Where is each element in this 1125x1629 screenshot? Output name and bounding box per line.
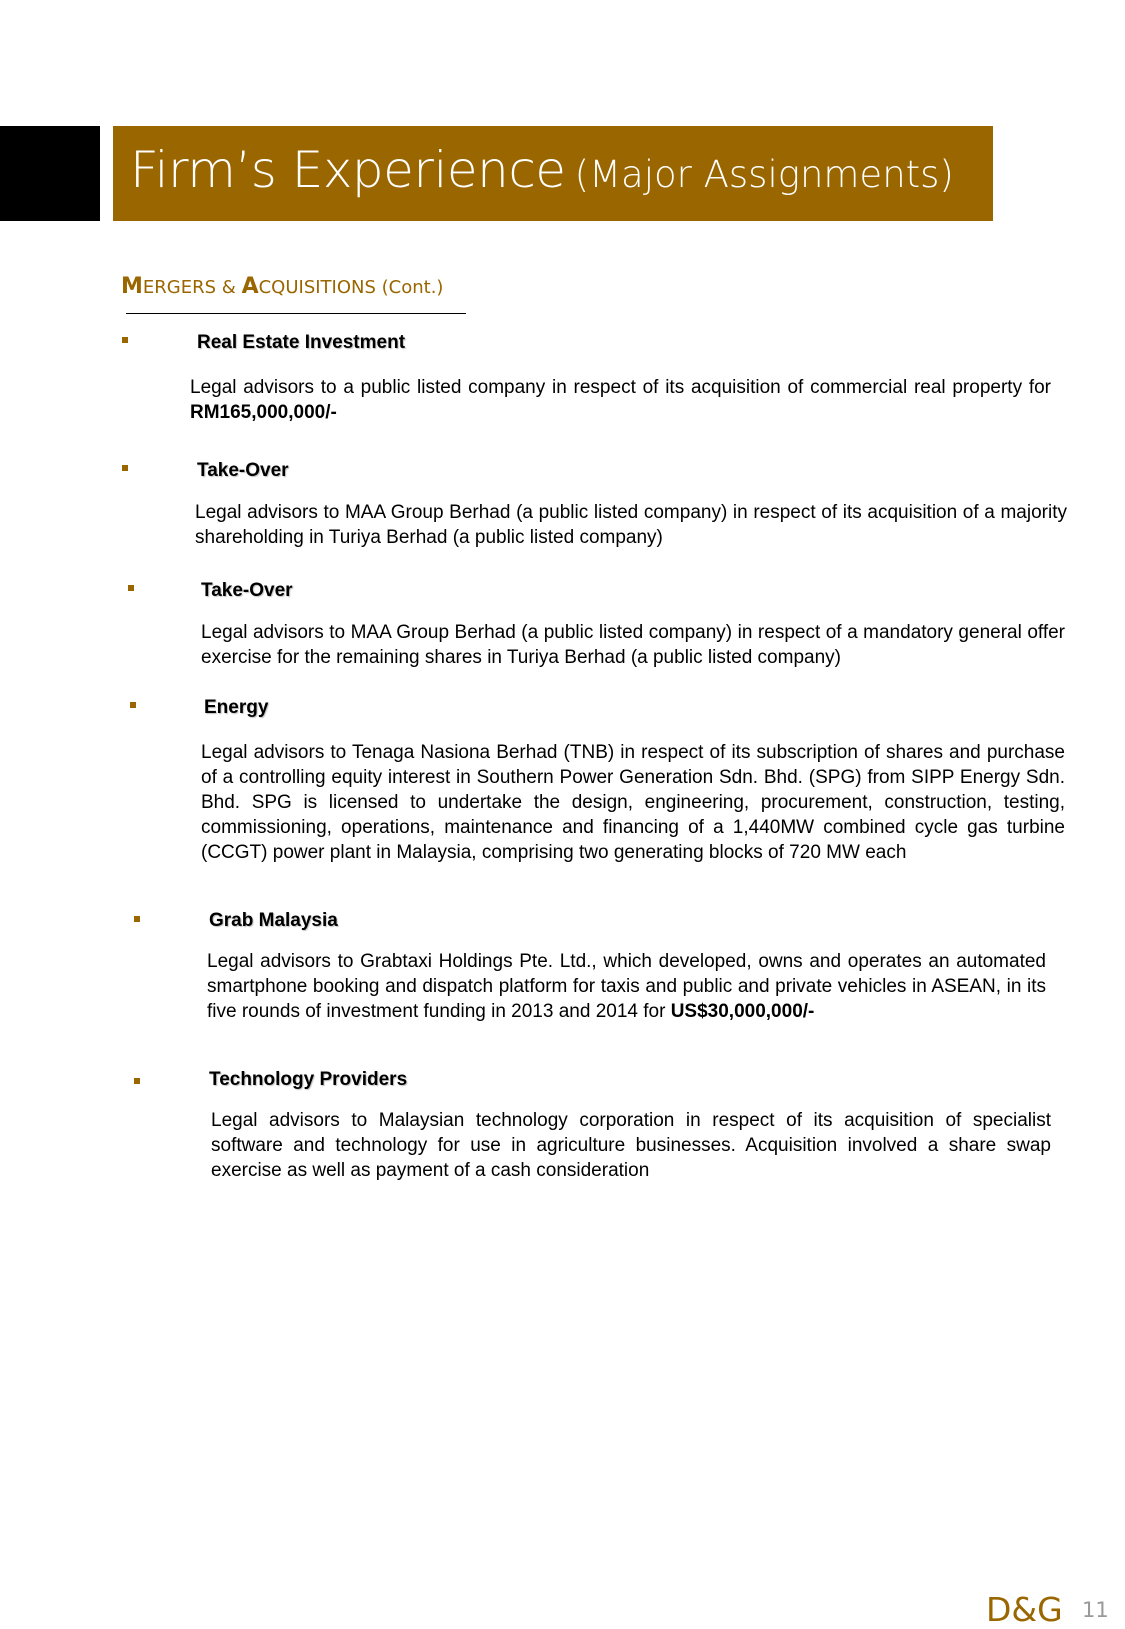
bullet-icon — [130, 702, 136, 708]
section-underline — [126, 313, 466, 314]
item-desc-take-over: Legal advisors to MAA Group Berhad (a public listed company) in respect of its acquisition of a majority shareholding in Turiya Berhad (a public listed company) — [195, 502, 1067, 548]
item-desc-grab-malaysia: Legal advisors to Grabtaxi Holdings Pte. Ltd., which developed, owns and operates an automated smartphone booking and dispatch platform for taxis and public and private vehicles in ASEAN, in its five rounds of investment funding in 2013 and 2014 for US$30,000,000/- — [207, 951, 1046, 1022]
page-title — [130, 141, 954, 199]
item-desc-technology-providers: Legal advisors to Malaysian technology corporation in respect of its acquisition of specialist software and technology for use in agriculture businesses. Acquisition involved a share swap exercise as well as payment of a cash consideration — [211, 1110, 1051, 1181]
item-title-take-over-2: Take-Over — [201, 580, 293, 601]
bullet-icon — [122, 337, 128, 343]
dg-logo: D&G — [986, 1590, 1063, 1629]
bullet-icon — [134, 916, 140, 922]
item-title-technology-providers: Technology Providers — [209, 1069, 408, 1090]
item-desc-take-over-2: Legal advisors to MAA Group Berhad (a public listed company) in respect of a mandatory general offer exercise for the remaining shares in Turiya Berhad (a public listed company) — [201, 622, 1065, 668]
item-title-take-over: Take-Over — [197, 460, 289, 481]
item-desc-real-estate: Legal advisors to a public listed company in respect of its acquisition of commercial real property for RM165,000,000/- — [190, 377, 1051, 423]
item-title-real-estate: Real Estate Investment — [197, 332, 406, 353]
item-desc-energy: Legal advisors to Tenaga Nasiona Berhad (TNB) in respect of its subscription of shares and purchase of a controlling equity interest in Southern Power Generation Sdn. Bhd. (SPG) from SIPP Energy Sdn. Bhd. SPG is licensed to undertake the design, engineering, procurement, construction, testing, commissioning, operations, maintenance and financing of a 1,440MW combined cycle gas turbine (CCGT) power plant in Malaysia, comprising two generating blocks of 720 MW each — [201, 742, 1065, 863]
item-title-energy: Energy — [204, 697, 269, 718]
header-black-block — [0, 126, 100, 221]
deal-value: US$30,000,000/- — [670, 1001, 815, 1022]
bullet-icon — [122, 465, 128, 471]
section-heading: MERGERS & ACQUISITIONS (Cont.) — [121, 274, 444, 299]
bullet-icon — [128, 585, 134, 591]
item-title-grab-malaysia: Grab Malaysia — [209, 910, 338, 931]
page-title-main: Firm’s Experience — [130, 141, 566, 199]
page-title-subtitle: (Major Assignments) — [574, 153, 954, 196]
bullet-icon — [134, 1078, 140, 1084]
page-number: 11 — [1082, 1598, 1109, 1622]
deal-value: RM165,000,000/- — [190, 402, 337, 423]
